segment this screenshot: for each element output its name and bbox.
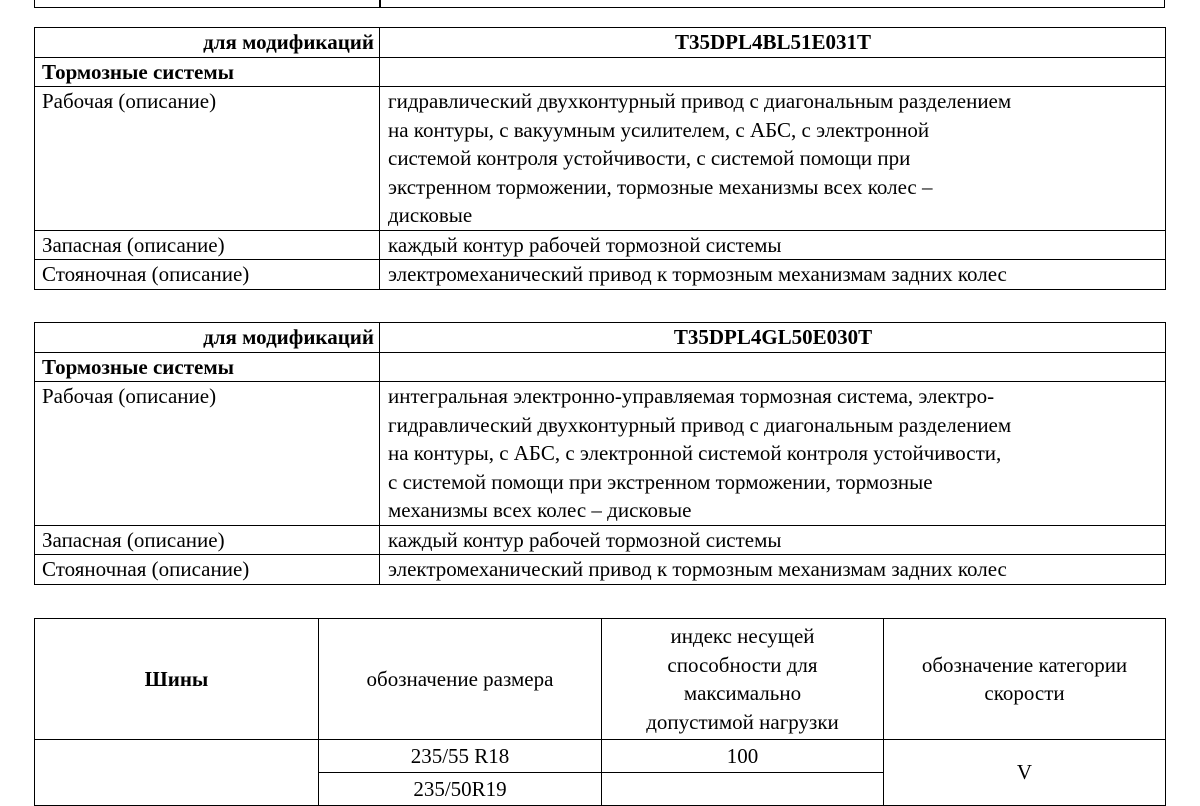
- modification-header-row: [35, 28, 1166, 58]
- modification-header-row: [35, 323, 1166, 353]
- tire-load-index: 100: [602, 740, 884, 773]
- value-line: с системой помощи при экстренном торможении, тормозные: [388, 469, 933, 494]
- tires-title: Шины: [35, 619, 319, 740]
- previous-table-border: [34, 0, 1165, 8]
- brake-systems-table-1: [34, 27, 1166, 290]
- section-empty-cell: [380, 57, 1166, 87]
- header-line: скорости: [984, 681, 1065, 705]
- row-value: электромеханический привод к тормозным механизмам задних колес: [380, 260, 1166, 290]
- row-label: Запасная (описание): [35, 230, 380, 260]
- value-line: на контуры, с АБС, с электронной системой контроля устойчивости,: [388, 441, 1002, 465]
- table-row: [35, 740, 1166, 773]
- tire-load-index: [602, 773, 884, 806]
- row-value: каждый контур рабочей тормозной системы: [380, 230, 1166, 260]
- section-row: [35, 352, 1166, 382]
- table-row: [35, 260, 1166, 290]
- table-row: [35, 382, 1166, 526]
- tires-header-row: [35, 619, 1166, 740]
- row-label: Стояночная (описание): [35, 260, 380, 290]
- row-label: Запасная (описание): [35, 525, 380, 555]
- header-line: максимально: [683, 681, 802, 705]
- header-line: допустимой нагрузки: [646, 709, 839, 734]
- tires-empty-cell: [35, 740, 319, 806]
- value-line: гидравлический двухконтурный привод с диагональным разделением: [388, 89, 1012, 113]
- header-line: способности для: [667, 652, 818, 677]
- section-row: [35, 57, 1166, 87]
- row-value: [380, 87, 1166, 231]
- value-line: гидравлический двухконтурный привод с диагональным разделением: [388, 412, 1012, 437]
- load-index-column-header: [602, 619, 884, 740]
- table-row: [35, 525, 1166, 555]
- value-line: экстренном торможении, тормозные механизмы всех колес –: [388, 174, 933, 199]
- row-value: каждый контур рабочей тормозной системы: [380, 525, 1166, 555]
- value-line: дисковые: [388, 203, 473, 227]
- value-line: системой контроля устойчивости, с системой помощи при: [388, 146, 911, 170]
- tires-table: [34, 618, 1166, 806]
- speed-category-column-header: [884, 619, 1166, 740]
- table-row: [35, 87, 1166, 231]
- row-label: Рабочая (описание): [35, 382, 380, 526]
- row-label: Стояночная (описание): [35, 555, 380, 585]
- row-value: электромеханический привод к тормозным механизмам задних колес: [380, 555, 1166, 585]
- previous-table-divider: [379, 0, 381, 8]
- tire-speed-category: V: [884, 740, 1166, 806]
- section-empty-cell: [380, 352, 1166, 382]
- tire-size: 235/55 R18: [319, 740, 602, 773]
- section-title: Тормозные системы: [35, 352, 380, 382]
- table-row: [35, 555, 1166, 585]
- row-label: Рабочая (описание): [35, 87, 380, 231]
- previous-table-fragment: [0, 0, 1200, 9]
- section-title: Тормозные системы: [35, 57, 380, 87]
- modification-code: T35DPL4GL50E030T: [380, 323, 1166, 353]
- tire-size: 235/50R19: [319, 773, 602, 806]
- modification-code: T35DPL4BL51E031T: [380, 28, 1166, 58]
- header-line: обозначение категории: [921, 652, 1128, 677]
- row-value: [380, 382, 1166, 526]
- table-row: [35, 230, 1166, 260]
- value-line: интегральная электронно-управляемая тормозная система, электро-: [388, 384, 995, 408]
- brake-systems-table-2: [34, 322, 1166, 585]
- header-line: индекс несущей: [670, 624, 815, 648]
- modification-label: для модификаций: [35, 28, 380, 58]
- modification-label: для модификаций: [35, 323, 380, 353]
- size-column-header: обозначение размера: [319, 619, 602, 740]
- value-line: на контуры, с вакуумным усилителем, с АБС, с электронной: [388, 117, 930, 142]
- value-line: механизмы всех колес – дисковые: [388, 498, 692, 522]
